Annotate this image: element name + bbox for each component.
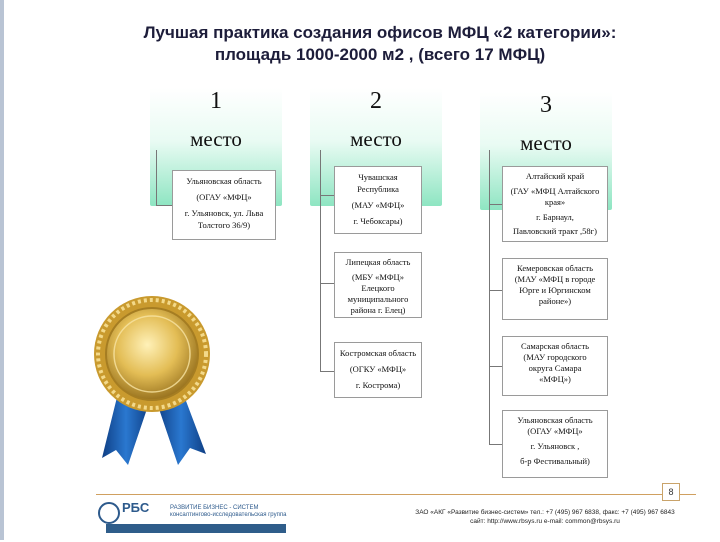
mfc-entry-box (334, 342, 422, 398)
tree-connector (489, 366, 502, 367)
entry-line: района г. Елец) (350, 305, 406, 315)
entry-line: Кемеровская область (516, 263, 594, 273)
entry-line: Чувашская (358, 172, 398, 182)
entry-line: муниципального (347, 294, 409, 304)
gold-medal-icon (80, 290, 230, 480)
logo-subtitle (170, 505, 286, 519)
entry-line: Липецкая область (345, 257, 411, 267)
tree-connector (320, 283, 334, 284)
entry-line: (ГАУ «МФЦ Алтайского (510, 185, 600, 196)
entry-line: Костромская область (339, 348, 417, 358)
mfc-entry-box (502, 336, 608, 396)
entry-line: «МФЦ») (539, 374, 571, 384)
place-word: место (190, 127, 242, 151)
entry-line: г. Ульяновск , (530, 441, 580, 451)
slide-left-band (0, 0, 4, 540)
footer-divider (96, 494, 696, 495)
entry-line: (МАУ «МФЦ в городе (514, 274, 596, 284)
entry-line: Толстого 36/9) (197, 220, 251, 230)
entry-line: г. Чебоксары) (353, 216, 403, 226)
entry-line: г. Барнаул, (536, 211, 574, 222)
slide-title: Лучшая практика создания офисов МФЦ «2 категории»: площадь 1000-2000 м2 , (всего 17 МФЦ) (143, 23, 617, 64)
entry-line: (МБУ «МФЦ» (352, 272, 404, 282)
entry-line: Павловский тракт ,58г) (512, 226, 598, 236)
tree-connector (489, 444, 502, 445)
place-word: место (520, 131, 572, 155)
tree-connector (489, 150, 490, 445)
mfc-entry-box (502, 410, 608, 478)
entry-line: Юрге и Юргинском (519, 285, 591, 295)
page-number: 8 (662, 483, 680, 501)
entry-line: районе») (538, 296, 572, 306)
logo-abbreviation: РБС (122, 500, 150, 515)
entry-line: Ульяновская область (186, 176, 262, 186)
logo-line: консалтингово-исследовательская группа (170, 512, 287, 518)
entry-line: (МАУ «МФЦ» (351, 200, 405, 210)
logo-slogan-bar (106, 524, 286, 539)
tree-connector (489, 204, 502, 205)
footer-contacts (380, 508, 710, 526)
logo-line: РАЗВИТИЕ БИЗНЕС - СИСТЕМ (170, 505, 259, 511)
tree-connector (156, 150, 157, 205)
entry-line: б-р Фестивальный) (520, 456, 590, 466)
entry-line: Республика (357, 184, 399, 194)
tree-connector (320, 150, 321, 372)
place-number: 2 (370, 88, 382, 114)
entry-line: округа Самара (528, 363, 582, 373)
logo-slogan: Партнер Сетей Деловой Жизни (112, 533, 197, 539)
tree-connector (320, 371, 334, 372)
entry-line: г. Кострома) (355, 380, 401, 390)
entry-line: г. Ульяновск, ул. Льва (184, 208, 264, 218)
entry-line: Самарская область (520, 341, 590, 351)
mfc-entry-box (334, 252, 422, 318)
entry-line: Елецкого (361, 283, 395, 293)
rbs-logo-icon (98, 502, 120, 524)
entry-line: края» (544, 197, 566, 207)
entry-line: (ОГАУ «МФЦ» (196, 192, 252, 202)
entry-line: Ульяновская область (517, 415, 593, 425)
tree-connector (489, 290, 502, 291)
place-number: 3 (540, 92, 552, 118)
mfc-entry-box (502, 258, 608, 320)
mfc-entry-box (502, 166, 608, 242)
mfc-entry-box (334, 166, 422, 234)
contact-line: сайт: http://www.rbsys.ru e-mail: common@rbsys.ru (470, 518, 620, 525)
place-word: место (350, 127, 402, 151)
entry-line: (МАУ городского (523, 352, 587, 362)
tree-connector (156, 205, 172, 206)
entry-line: Алтайский край (525, 171, 585, 181)
entry-line: (ОГКУ «МФЦ» (349, 364, 407, 374)
tree-connector (320, 195, 334, 196)
entry-line: (ОГАУ «МФЦ» (527, 426, 583, 436)
contact-line: ЗАО «АКГ «Развитие бизнес-систем» тел.: +7 (495) 967 6838, факс: +7 (495) 967 6843 (415, 509, 675, 516)
mfc-entry-box (172, 170, 276, 240)
place-number: 1 (210, 88, 222, 114)
